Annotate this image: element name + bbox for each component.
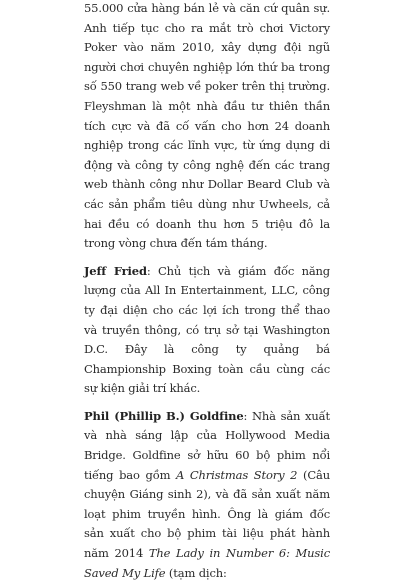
page-body (84, 0, 330, 583)
paragraph-text: (tạm dịch: (165, 565, 227, 580)
paragraph-gap (84, 399, 330, 407)
paragraph-text: : Nhà sản xuất và nhà sáng lập của Hollywood Media Bridge. Goldfine sở hữu 60 bộ phim nổi tiếng bao gồm (84, 408, 330, 482)
paragraph-jeff-fried (84, 262, 330, 399)
person-name: Jeff Fried (84, 263, 147, 278)
person-name: Phil (Phillip B.) Goldfine (84, 408, 244, 423)
paragraph-text: : Chủ tịch và giám đốc năng lượng của All In Entertainment, LLC, công ty đại diện cho các lợi ích trong thể thao và truyền thông, có trụ sở tại Washington D.C. Đây là công ty quảng bá Championship Boxing toàn cầu cùng các sự kiện giải trí khác. (84, 263, 330, 396)
film-title: A Christmas Story 2 (176, 467, 298, 482)
paragraph-gap (84, 254, 330, 262)
paragraph-phil-goldfine (84, 407, 330, 583)
paragraph-text: (Câu chuyện Giáng sinh 2), và đã sản xuất năm loạt phim truyền hình. Ông là giám đốc sản xuất cho bộ phim tài liệu phát hành năm 2014 (84, 467, 330, 561)
film-title: The Lady in Number 6: Music Saved My Life (84, 546, 330, 580)
paragraph-text: 55.000 cửa hàng bán lẻ và căn cứ quân sự. Anh tiếp tục cho ra mắt trò chơi Victory Poker vào năm 2010, xây dựng đội ngũ người chơi chuyên nghiệp lớn thứ ba trong số 550 trang web về poker trên thị trường. Fleyshman là một nhà đầu tư thiên thần tích cực và đã cố vấn cho hơn 24 doanh nghiệp trong các lĩnh vực, từ ứng dụng di động và công ty công nghệ đến các trang web thành công như Dollar Beard Club và các sản phẩm tiêu dùng như Uwheels, cả hai đều có doanh thu hơn 5 triệu đô la trong vòng chưa đến tám tháng. (84, 1, 330, 251)
paragraph-fleyshman-bio (84, 0, 330, 254)
